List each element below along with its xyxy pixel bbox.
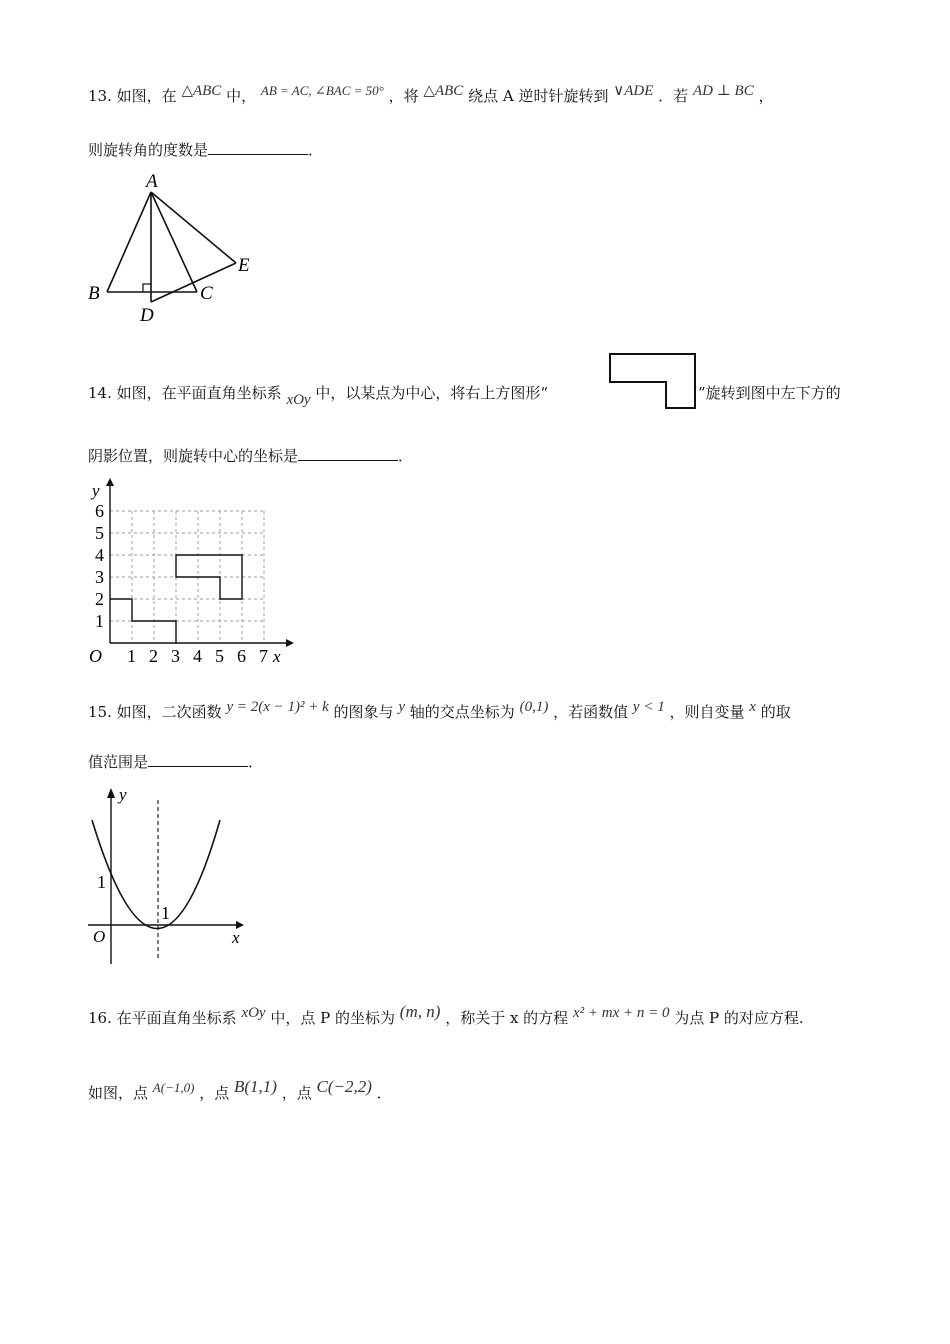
q16-text-4: 为点 P 的对应方程. xyxy=(674,1009,804,1027)
q13-text-1: 如图，在 xyxy=(116,87,177,105)
q15-y-tick-1: 1 xyxy=(97,872,106,892)
q14-y-ticks xyxy=(95,501,104,631)
q13-text-5: ．若 xyxy=(658,87,689,105)
q15-y-arrow-icon xyxy=(107,788,115,798)
q13-line1 xyxy=(88,83,774,107)
q16-line2-text-2: ，点 xyxy=(199,1084,230,1102)
q15-text-3: 轴的交点坐标为 xyxy=(409,703,515,721)
q14-origin-label: O xyxy=(89,646,102,666)
q13-label-b: B xyxy=(88,283,100,304)
q13-label-a: A xyxy=(146,171,158,192)
q14-text-1: 如图，在平面直角坐标系 xyxy=(116,384,282,402)
q15-text-4: ，若函数值 xyxy=(553,703,629,721)
q16-number: 16. xyxy=(88,1009,112,1027)
q16-line2-text-3: ，点 xyxy=(281,1084,312,1102)
q13-label-d: D xyxy=(140,305,154,326)
q15-math-y: y xyxy=(398,699,406,715)
q14-y-arrow-icon xyxy=(106,478,114,486)
q14-x-tick: 1 xyxy=(127,646,136,666)
q13-text-6: ， xyxy=(758,87,774,105)
q16-math-xoy: xOy xyxy=(241,1005,266,1021)
q14-l-shape-icon xyxy=(610,354,695,408)
q13-right-angle-mark xyxy=(143,284,151,292)
q15-origin-label: O xyxy=(93,927,106,946)
q14-x-tick: 6 xyxy=(237,646,246,666)
q13-side-de xyxy=(151,263,236,302)
q14-lower-shape xyxy=(110,599,176,643)
q15-text-1: 如图，二次函数 xyxy=(116,703,222,721)
q13-number: 13. xyxy=(88,87,112,105)
q16-math-equation: x² + mx + n = 0 xyxy=(572,1005,670,1021)
q14-text-2: 中，以某点为中心，将右上方图形“ xyxy=(315,384,549,402)
q13-side-ab xyxy=(107,192,151,292)
q15-math-point: (0,1) xyxy=(519,699,549,715)
q15-line2 xyxy=(88,752,263,772)
q13-label-e: E xyxy=(238,255,250,276)
q14-x-tick: 3 xyxy=(171,646,180,666)
q15-line1 xyxy=(88,699,791,723)
q14-math-xoy: xOy xyxy=(286,392,311,408)
q13-triangle-figure xyxy=(80,168,270,328)
q16-math-mn: (m, n) xyxy=(399,1002,441,1021)
q13-text-4: 绕点 A 逆时针旋转到 xyxy=(468,87,609,105)
q14-y-tick: 4 xyxy=(95,545,104,565)
q14-number: 14. xyxy=(88,384,112,402)
q14-y-tick: 6 xyxy=(95,501,104,521)
q16-math-point-c: C(−2,2) xyxy=(316,1077,372,1096)
q15-end: ． xyxy=(248,753,264,771)
q14-x-tick: 2 xyxy=(149,646,158,666)
q13-label-c: C xyxy=(200,283,213,304)
q15-text-6: 的取 xyxy=(760,703,791,721)
q15-line2-text: 值范围是 xyxy=(88,753,149,771)
q15-answer-blank[interactable] xyxy=(148,752,248,767)
q15-math-inequality: y < 1 xyxy=(632,699,665,715)
q14-coordinate-grid xyxy=(86,476,296,668)
q13-math-triangle: △ABC xyxy=(181,83,222,99)
q14-y-label: y xyxy=(92,481,100,500)
q13-text-2: 中， xyxy=(226,87,257,105)
q13-side-ae xyxy=(151,192,236,263)
q15-x-tick-1: 1 xyxy=(161,903,170,923)
q14-line1 xyxy=(88,381,548,406)
q14-line2 xyxy=(88,446,413,466)
q13-math-ade: ∨ADE xyxy=(613,83,654,99)
q14-inline-shape xyxy=(606,352,698,412)
q13-answer-blank[interactable] xyxy=(208,140,308,155)
q13-line2 xyxy=(88,140,323,160)
q15-math-x: x xyxy=(749,699,756,715)
q16-line2-text-1: 如图，点 xyxy=(88,1084,149,1102)
q13-math-triangle-2: △ABC xyxy=(423,83,464,99)
q14-answer-blank[interactable] xyxy=(298,446,398,461)
q15-text-2: 的图象与 xyxy=(333,703,394,721)
q14-y-tick: 2 xyxy=(95,589,104,609)
q13-line2-text: 则旋转角的度数是 xyxy=(88,141,209,159)
q13-end: ． xyxy=(308,141,324,159)
q14-y-tick: 1 xyxy=(95,611,104,631)
q16-text-1: 在平面直角坐标系 xyxy=(116,1009,237,1027)
q15-x-label: x xyxy=(232,928,240,947)
q16-math-point-a: A(−1,0) xyxy=(152,1080,195,1095)
q16-math-point-b: B(1,1) xyxy=(234,1077,277,1096)
q14-y-tick: 5 xyxy=(95,523,104,543)
q15-number: 15. xyxy=(88,703,112,721)
q15-y-label: y xyxy=(119,785,127,804)
q15-parabola-graph xyxy=(82,782,262,968)
q14-x-ticks xyxy=(127,646,268,666)
q15-text-5: ，则自变量 xyxy=(669,703,745,721)
q16-line1 xyxy=(88,1002,804,1029)
q16-line2-end: ． xyxy=(376,1084,392,1102)
q14-x-tick: 5 xyxy=(215,646,224,666)
q16-text-2: 中，点 P 的坐标为 xyxy=(270,1009,396,1027)
q13-math-perp: AD ⊥ BC xyxy=(692,83,754,99)
q14-end: ． xyxy=(398,447,414,465)
q13-math-condition: AB = AC, ∠BAC = 50° xyxy=(260,83,384,98)
q14-x-arrow-icon xyxy=(286,639,294,647)
q14-x-tick: 7 xyxy=(259,646,268,666)
q14-text-3: ”旋转到图中左下方的 xyxy=(698,384,841,402)
q14-x-tick: 4 xyxy=(193,646,202,666)
q13-text-3: ，将 xyxy=(388,87,419,105)
q14-line2-text: 阴影位置，则旋转中心的坐标是 xyxy=(88,447,299,465)
q14-x-label: x xyxy=(273,647,281,666)
q16-line2 xyxy=(88,1077,392,1104)
q16-text-3: ，称关于 x 的方程 xyxy=(445,1009,569,1027)
q14-line1-tail xyxy=(698,381,841,405)
q13-side-ac xyxy=(151,192,197,292)
q15-math-function: y = 2(x − 1)² + k xyxy=(226,699,329,715)
q14-y-tick: 3 xyxy=(95,567,104,587)
